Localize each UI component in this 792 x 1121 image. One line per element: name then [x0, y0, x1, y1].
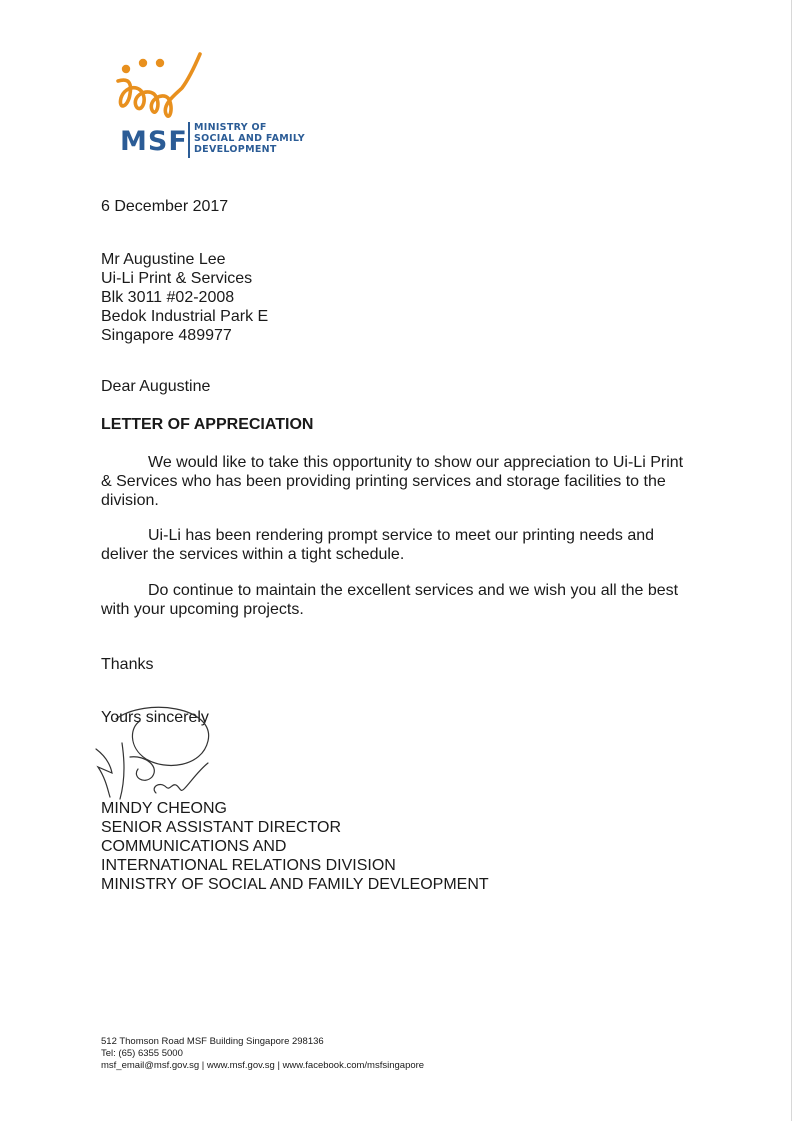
recipient-address-line-2: Bedok Industrial Park E — [101, 308, 269, 325]
recipient-address — [101, 251, 268, 346]
letter-footer — [101, 1036, 424, 1072]
letter-date: 6 December 2017 — [101, 198, 229, 215]
logo-divider — [188, 122, 190, 158]
msf-logo — [108, 48, 318, 158]
signoff: Yours sincerely — [101, 709, 209, 726]
logo-acronym: MSF — [120, 126, 188, 157]
recipient-company: Ui-Li Print & Services — [101, 270, 253, 287]
signatory-division-line-2: INTERNATIONAL RELATIONS DIVISION — [101, 857, 396, 874]
letter-subject: LETTER OF APPRECIATION — [101, 416, 314, 433]
salutation: Dear Augustine — [101, 378, 211, 395]
signatory-ministry: MINISTRY OF SOCIAL AND FAMILY DEVLEOPMENT — [101, 876, 489, 893]
logo-name-line-1: MINISTRY OF — [194, 122, 267, 133]
footer-contacts: msf_email@msf.gov.sg | www.msf.gov.sg | www.facebook.com/msfsingapore — [101, 1060, 425, 1071]
logo-ministry-name — [194, 122, 305, 155]
footer-address: 512 Thomson Road MSF Building Singapore 298136 — [101, 1036, 324, 1047]
handwritten-signature — [86, 697, 226, 807]
signatory-division-line-1: COMMUNICATIONS AND — [101, 838, 287, 855]
recipient-address-line-3: Singapore 489977 — [101, 327, 232, 344]
signatory-title: SENIOR ASSISTANT DIRECTOR — [101, 819, 342, 836]
recipient-name: Mr Augustine Lee — [101, 251, 226, 268]
closing: Thanks — [101, 656, 154, 673]
signatory-block — [101, 800, 489, 895]
footer-tel: Tel: (65) 6355 5000 — [101, 1048, 183, 1059]
signatory-name: MINDY CHEONG — [101, 800, 227, 817]
body-paragraph-3: Do continue to maintain the excellent services and we wish you all the best with your upcoming projects. — [101, 582, 679, 618]
logo-name-line-2: SOCIAL AND FAMILY — [194, 133, 305, 144]
body-paragraph-1: We would like to take this opportunity to show our appreciation to Ui-Li Print & Services who has been providing printing services and storage facilities to the division. — [101, 454, 684, 509]
recipient-address-line-1: Blk 3011 #02-2008 — [101, 289, 235, 306]
body-paragraph-2: Ui-Li has been rendering prompt service to meet our printing needs and deliver the services within a tight schedule. — [101, 527, 655, 563]
logo-name-line-3: DEVELOPMENT — [194, 144, 277, 155]
msf-figures-icon — [108, 48, 218, 126]
